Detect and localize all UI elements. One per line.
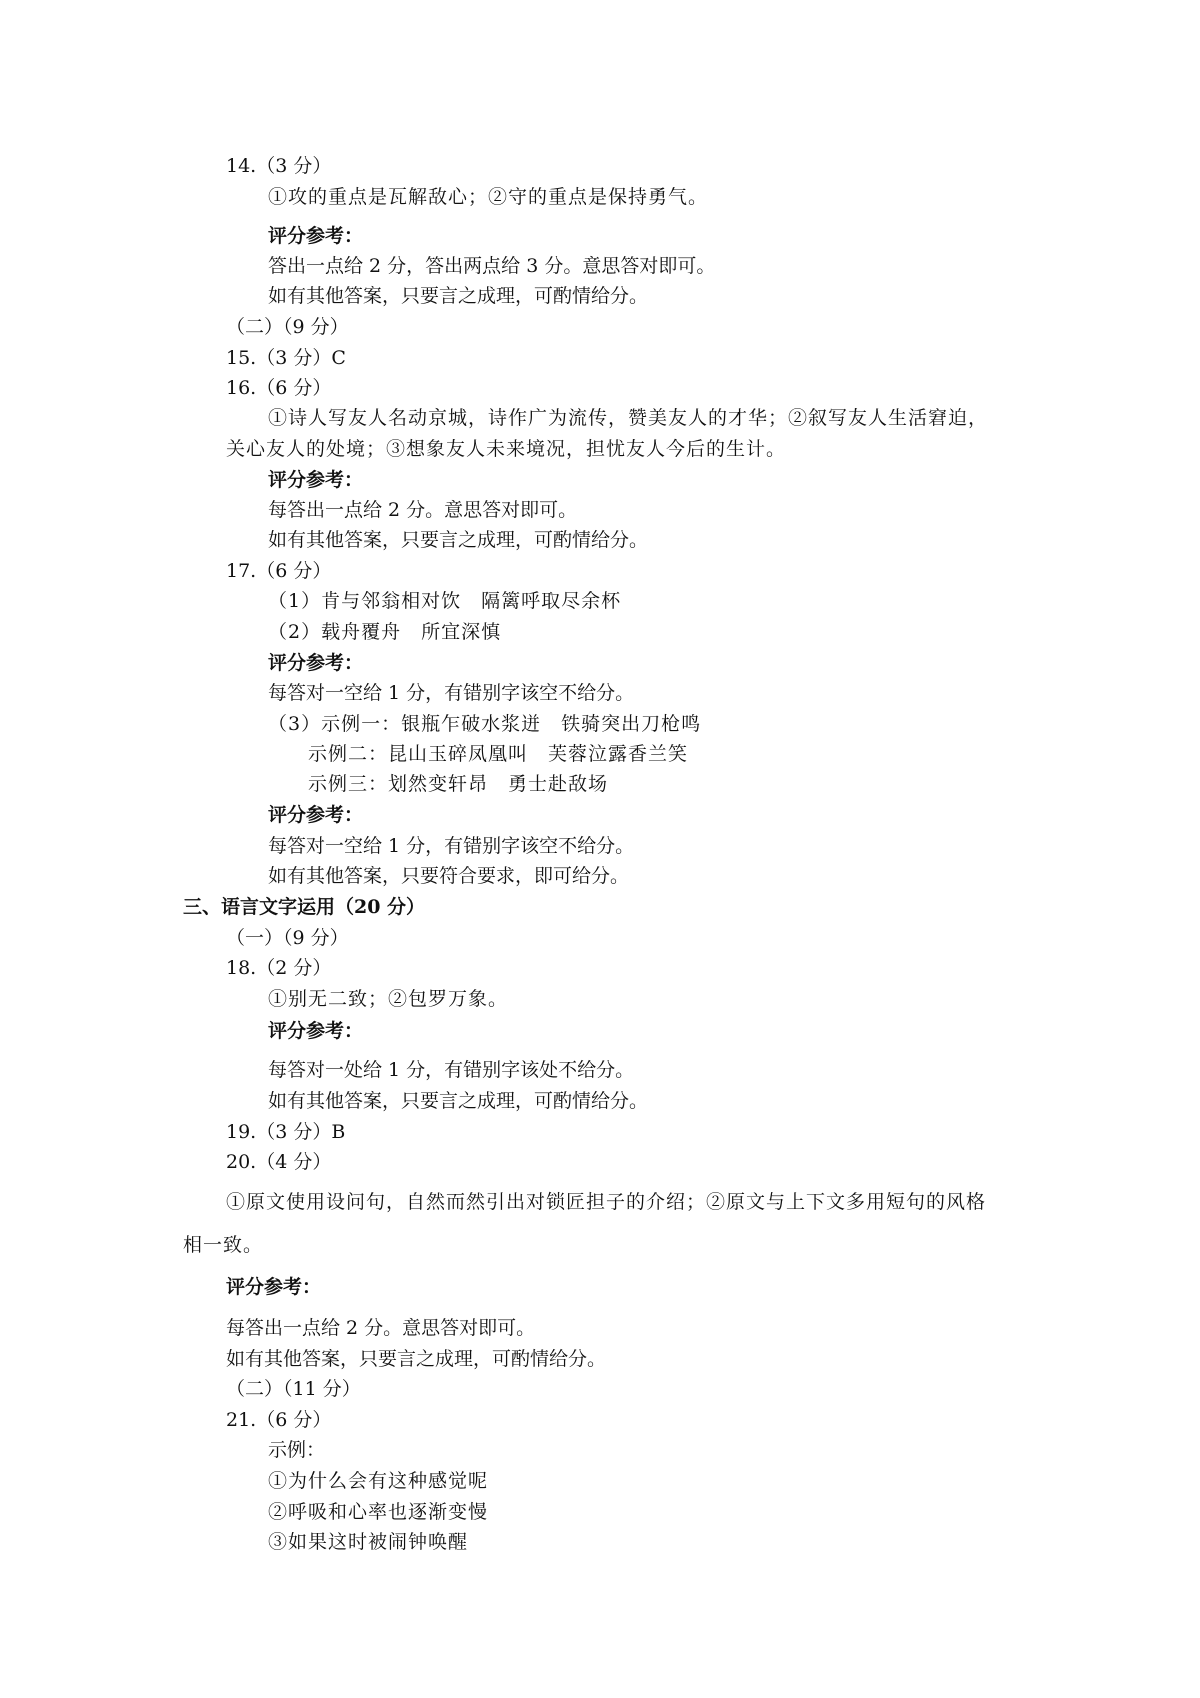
q17-item-3-example-3: 示例三：划然变轩昂 勇士赴敌场	[308, 773, 609, 795]
q14-answer: ①攻的重点是瓦解敌心；②守的重点是保持勇气。	[268, 186, 709, 208]
q14-scoring-line-1: 答出一点给 2 分，答出两点给 3 分。意思答对即可。	[268, 255, 716, 277]
q21-example-3: ③如果这时被闹钟唤醒	[268, 1531, 469, 1553]
section-3-heading: 三、语言文字运用（20 分）	[183, 896, 426, 918]
q17-item-1: （1）肯与邻翁相对饮 隔篱呼取尽余杯	[268, 590, 622, 612]
q17-item-2: （2）载舟覆舟 所宜深慎	[268, 621, 502, 643]
q19-heading: 19.（3 分）B	[226, 1121, 346, 1143]
q14-heading: 14.（3 分）	[226, 155, 332, 177]
q20-scoring-line-1: 每答出一点给 2 分。意思答对即可。	[226, 1317, 536, 1339]
q17-item-3-example-2: 示例二：昆山玉碎凤凰叫 芙蓉泣露香兰笑	[308, 743, 689, 765]
q21-example-1: ①为什么会有这种感觉呢	[268, 1470, 489, 1492]
q20-heading: 20.（4 分）	[226, 1151, 332, 1173]
q20-answer-line-2: 相一致。	[183, 1234, 264, 1256]
q17-heading: 17.（6 分）	[226, 560, 332, 582]
q18-scoring-line-2: 如有其他答案，只要言之成理，可酌情给分。	[268, 1090, 649, 1112]
part-2-heading: （二）（9 分）	[226, 316, 349, 338]
part-3-2-heading: （二）（11 分）	[226, 1378, 361, 1400]
q15-heading: 15.（3 分）C	[226, 347, 346, 369]
q16-answer-line-2: 关心友人的处境；③想象友人未来境况，担忧友人今后的生计。	[226, 438, 787, 460]
q21-example-2: ②呼吸和心率也逐渐变慢	[268, 1501, 489, 1523]
q16-answer-line-1: ①诗人写友人名动京城，诗作广为流传，赞美友人的才华；②叙写友人生活窘迫，	[268, 407, 989, 429]
q18-answer: ①别无二致；②包罗万象。	[268, 988, 509, 1010]
q14-scoring-title: 评分参考：	[268, 225, 364, 247]
q21-heading: 21.（6 分）	[226, 1409, 332, 1431]
q18-scoring-title: 评分参考：	[268, 1020, 364, 1042]
q20-scoring-title: 评分参考：	[226, 1276, 322, 1298]
q16-scoring-line-2: 如有其他答案，只要言之成理，可酌情给分。	[268, 529, 649, 551]
q21-example-label: 示例：	[268, 1439, 326, 1461]
q17-scoring-line-1: 每答对一空给 1 分，有错别字该空不给分。	[268, 682, 635, 704]
q16-scoring-line-1: 每答出一点给 2 分。意思答对即可。	[268, 499, 578, 521]
q16-scoring-title: 评分参考：	[268, 469, 364, 491]
q17-scoring-line-3: 如有其他答案，只要符合要求，即可给分。	[268, 865, 630, 887]
q16-heading: 16.（6 分）	[226, 377, 332, 399]
q17-scoring-title-1: 评分参考：	[268, 652, 364, 674]
q18-scoring-line-1: 每答对一处给 1 分，有错别字该处不给分。	[268, 1059, 635, 1081]
part-3-1-heading: （一）（9 分）	[226, 927, 349, 949]
q17-item-3-example-1: （3）示例一：银瓶乍破水浆迸 铁骑突出刀枪鸣	[268, 713, 702, 735]
q14-scoring-line-2: 如有其他答案，只要言之成理，可酌情给分。	[268, 285, 649, 307]
q17-scoring-line-2: 每答对一空给 1 分，有错别字该空不给分。	[268, 835, 635, 857]
q18-heading: 18.（2 分）	[226, 957, 332, 979]
q17-scoring-title-2: 评分参考：	[268, 804, 364, 826]
q20-answer-line-1: ①原文使用设问句，自然而然引出对锁匠担子的介绍；②原文与上下文多用短句的风格	[226, 1191, 987, 1213]
q20-scoring-line-2: 如有其他答案，只要言之成理，可酌情给分。	[226, 1348, 607, 1370]
